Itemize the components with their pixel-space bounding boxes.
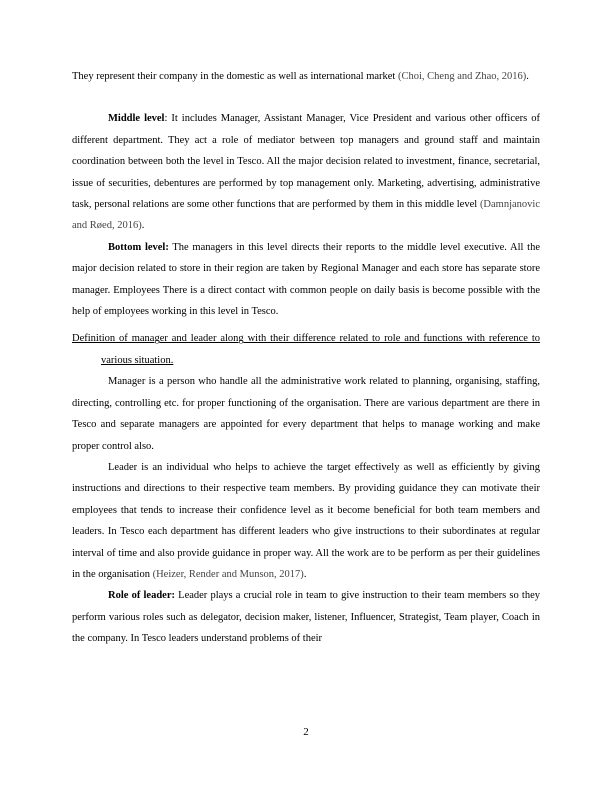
- middle-level-label: Middle level: [108, 113, 165, 125]
- page-body: [72, 66, 540, 650]
- paragraph-text: The managers in this level directs their reports to the middle level executive. All the major decision related to store in their region are taken by Regional Manager and each store has separate store manager. Employees There is a direct contact with common people on daily basis is become possible with the help of employees working in this level in Tesco.: [72, 241, 540, 318]
- page-number: 2: [303, 726, 309, 738]
- paragraph-text: Leader plays a crucial role in team to give instruction to their team members so they perform various roles such as delegator, decision maker, listener, Influencer, Strategist, Team player, Coach in the company. In Tesco leaders understand problems of their: [72, 590, 540, 645]
- paragraph-middle-level: [72, 108, 540, 236]
- role-of-leader-label: Role of leader:: [108, 590, 175, 602]
- paragraph-text: They represent their company in the domestic as well as international market: [72, 71, 398, 82]
- paragraph-bottom-level: [72, 237, 540, 323]
- paragraph-text: Leader is an individual who helps to achieve the target effectively as well as efficiently by giving instructions and directions to their respective team members. By providing guidance they can motivate their employees that tends to increase their confidence level as it become beneficial for both team members and leaders. In Tesco each department has different leaders who give instructions to their subordinates at regular interval of time and also provide guidance in proper way. All the work are to be perform as per their guidelines in the organisation: [72, 461, 540, 580]
- paragraph-leader: [72, 457, 540, 585]
- paragraph-market: [72, 66, 540, 87]
- paragraph-text: : It includes Manager, Assistant Manager, Vice President and various other officers of different department. They act a role of mediator between top managers and ground staff and maintain coordination between both the level in Tesco. All the major decision related to investment, finance, secretarial, issue of securities, debentures are performed by top management only. Marketing, advertising, administrative task, personal relations are some other functions that are performed by them in this middle level: [72, 113, 540, 211]
- bottom-level-label: Bottom level:: [108, 241, 169, 253]
- section-heading: Definition of manager and leader along with their difference related to role and functions with reference to various situation.: [72, 333, 540, 366]
- paragraph-manager: Manager is a person who handle all the administrative work related to planning, organising, staffing, directing, controlling etc. for proper functioning of the organisation. There are various department are there in Tesco and separate managers are appointed for every department that helps to manage working and make proper control also.: [72, 376, 540, 452]
- paragraph-end: .: [526, 71, 529, 82]
- citation: (Heizer, Render and Munson, 2017): [152, 568, 304, 580]
- paragraph-role-of-leader: [72, 585, 540, 649]
- citation: (Choi, Cheng and Zhao, 2016): [397, 71, 527, 82]
- paragraph-end: .: [303, 568, 307, 580]
- paragraph-end: .: [141, 220, 145, 232]
- citation: (Damnjanovic and Røed, 2016): [72, 199, 540, 232]
